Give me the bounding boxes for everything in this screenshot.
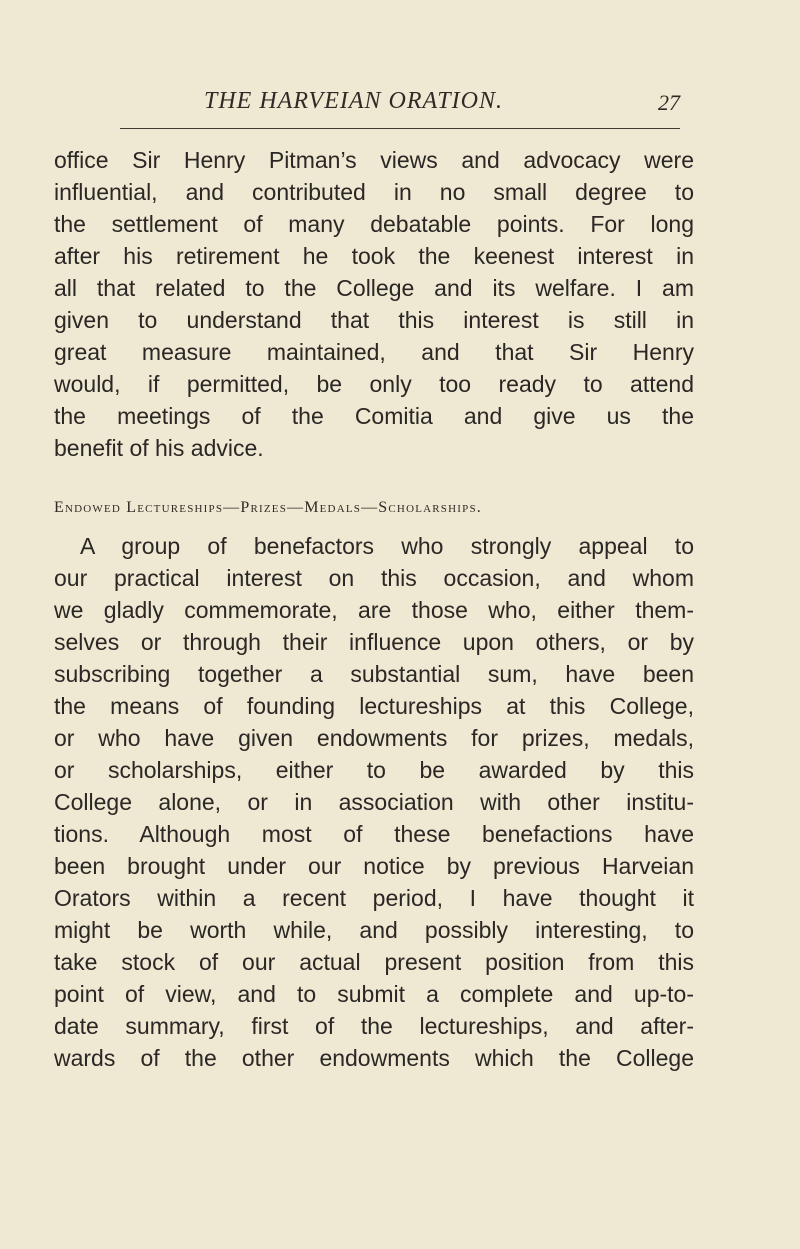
text-line: or who have given endowments for prizes, medals,: [54, 725, 694, 751]
section-heading: Endowed Lectureships—Prizes—Medals—Scholarships.: [54, 499, 482, 516]
text-line: or scholarships, either to be awarded by this: [54, 757, 694, 783]
text-line: would, if permitted, be only too ready to attend: [54, 371, 694, 397]
text-line: benefit of his advice.: [54, 435, 264, 461]
text-line: point of view, and to submit a complete and up-to-: [54, 981, 694, 1007]
text-line: A group of benefactors who strongly appeal to: [80, 533, 694, 559]
text-line: the means of founding lectureships at this College,: [54, 693, 694, 719]
text-line: the settlement of many debatable points. For long: [54, 211, 694, 237]
text-line: our practical interest on this occasion, and whom: [54, 565, 694, 591]
text-line: take stock of our actual present position from this: [54, 949, 694, 975]
text-line: wards of the other endowments which the College: [54, 1045, 694, 1071]
text-line: influential, and contributed in no small degree to: [54, 179, 694, 205]
text-line: subscribing together a substantial sum, have been: [54, 661, 694, 687]
paragraph-benefactors: [54, 530, 694, 1074]
body-text: [54, 144, 694, 1074]
text-line: given to understand that this interest is still in: [54, 307, 694, 333]
running-title: THE HARVEIAN ORATION.: [204, 88, 503, 114]
running-head: [120, 88, 680, 128]
text-line: all that related to the College and its welfare. I am: [54, 275, 694, 301]
text-line: the meetings of the Comitia and give us the: [54, 403, 694, 429]
text-line: after his retirement he took the keenest interest in: [54, 243, 694, 269]
text-line: great measure maintained, and that Sir Henry: [54, 339, 694, 365]
paragraph-pitman: [54, 144, 694, 464]
page-number: 27: [658, 90, 680, 115]
text-line: College alone, or in association with other institu-: [54, 789, 694, 815]
text-line: office Sir Henry Pitman’s views and advocacy were: [54, 147, 694, 173]
text-line: date summary, first of the lectureships, and after-: [54, 1013, 694, 1039]
text-line: Orators within a recent period, I have thought it: [54, 885, 694, 911]
text-line: might be worth while, and possibly interesting, to: [54, 917, 694, 943]
text-line: we gladly commemorate, are those who, either them-: [54, 597, 694, 623]
text-line: selves or through their influence upon others, or by: [54, 629, 694, 655]
text-line: been brought under our notice by previous Harveian: [54, 853, 694, 879]
header-rule: [120, 128, 680, 129]
text-line: tions. Although most of these benefactions have: [54, 821, 694, 847]
